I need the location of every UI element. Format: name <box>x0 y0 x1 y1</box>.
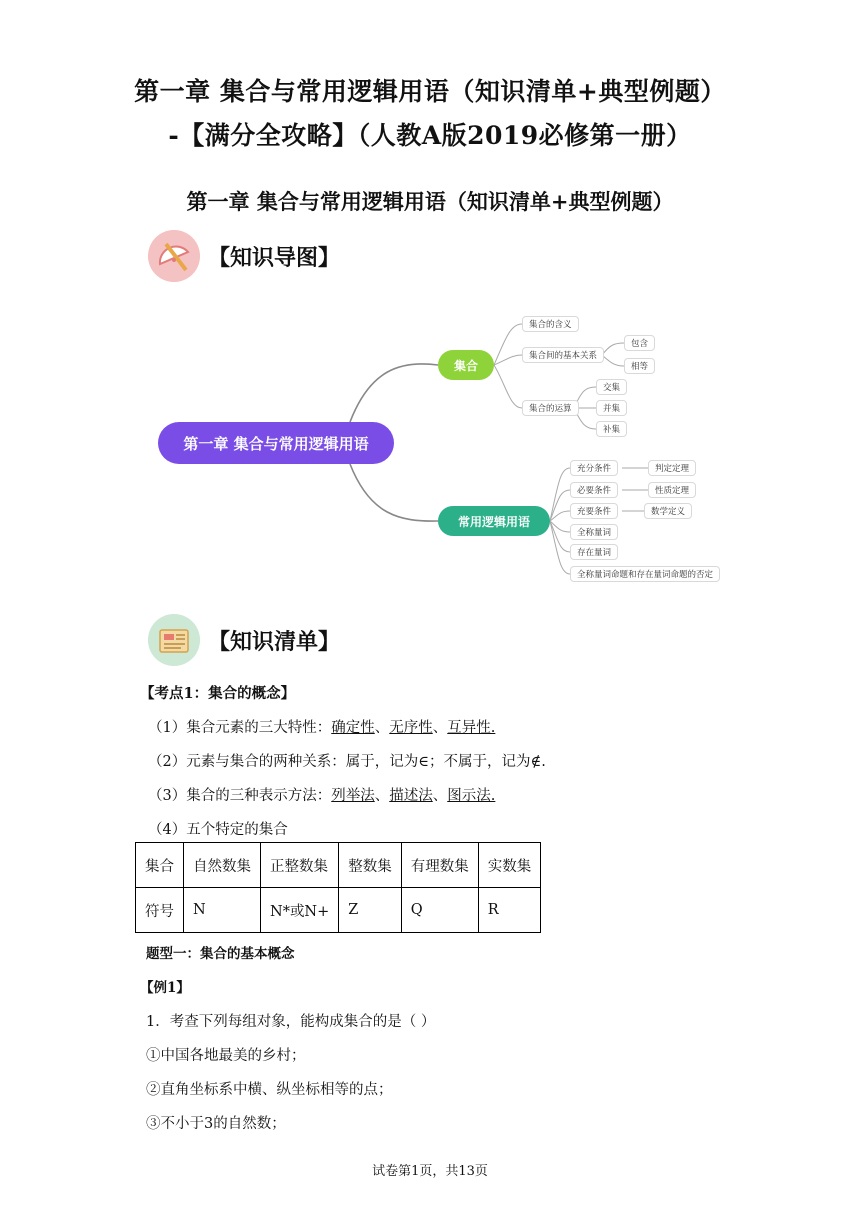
mindmap-leaf-intersection: 交集 <box>596 379 627 395</box>
mindmap-leaf-equal: 相等 <box>624 358 655 374</box>
mindmap-root: 第一章 集合与常用逻辑用语 <box>158 422 394 464</box>
document-title-line2: -【满分全攻略】（人教A版2019必修第一册） <box>168 121 692 150</box>
notebook-icon <box>148 614 200 666</box>
paragraph-3: （3）集合的三种表示方法：列举法、描述法、图示法. <box>148 788 496 804</box>
table-cell: R <box>478 888 541 933</box>
table-header-row <box>136 843 541 888</box>
mindmap-section-header <box>148 230 340 282</box>
option-2: ②直角坐标系中横、纵坐标相等的点； <box>146 1082 393 1098</box>
option-3: ③不小于3的自然数； <box>146 1116 286 1132</box>
document-title-line1: 第一章 集合与常用逻辑用语（知识清单+典型例题） <box>134 77 726 106</box>
table-row <box>136 888 541 933</box>
mindmap-leaf-property-theorem: 性质定理 <box>648 482 696 498</box>
p1-prefix: （1）集合元素的三大特性： <box>148 720 332 736</box>
mindmap-leaf-contain: 包含 <box>624 335 655 351</box>
table-cell: N*或N+ <box>261 888 339 933</box>
table-cell: 自然数集 <box>184 843 261 888</box>
mindmap-leaf-necessary: 必要条件 <box>570 482 618 498</box>
question-type-1: 题型一：集合的基本概念 <box>146 946 295 962</box>
table-cell: Q <box>401 888 478 933</box>
p3-item-2: 描述法 <box>389 788 433 804</box>
table-cell: 整数集 <box>339 843 402 888</box>
protractor-icon <box>148 230 200 282</box>
p1-item-2: 无序性 <box>389 720 433 736</box>
mindmap-leaf-set-meaning: 集合的含义 <box>522 316 579 332</box>
knowledge-list-section-header <box>148 614 340 666</box>
mind-map <box>150 300 740 600</box>
p3-prefix: （3）集合的三种表示方法： <box>148 788 332 804</box>
table-cell: 实数集 <box>478 843 541 888</box>
kp1-title: 【考点1：集合的概念】 <box>140 685 296 702</box>
mindmap-leaf-complement: 补集 <box>596 421 627 437</box>
p3-item-1: 列举法 <box>331 788 375 804</box>
mindmap-leaf-sufficient: 充分条件 <box>570 460 618 476</box>
mindmap-leaf-universal-quantifier: 全称量词 <box>570 524 618 540</box>
mindmap-leaf-sufficient-necessary: 充要条件 <box>570 503 618 519</box>
p1-item-1: 确定性 <box>331 720 375 736</box>
mindmap-leaf-math-definition: 数学定义 <box>644 503 692 519</box>
mindmap-leaf-set-relations: 集合间的基本关系 <box>522 347 604 363</box>
mindmap-branch-sets: 集合 <box>438 350 494 380</box>
mindmap-leaf-set-operations: 集合的运算 <box>522 400 579 416</box>
mindmap-branch-logic: 常用逻辑用语 <box>438 506 550 536</box>
p1-item-3: 互异性. <box>447 720 496 736</box>
question-1: 1．考查下列每组对象，能构成集合的是（ ） <box>146 1014 436 1030</box>
table-cell: N <box>184 888 261 933</box>
paragraph-1: （1）集合元素的三大特性：确定性、无序性、互异性. <box>148 720 496 736</box>
p3-item-3: 图示法. <box>447 788 496 804</box>
paragraph-4: （4）五个特定的集合 <box>148 822 288 838</box>
special-sets-table <box>135 842 541 933</box>
mindmap-leaf-union: 并集 <box>596 400 627 416</box>
table-cell: 有理数集 <box>401 843 478 888</box>
page-footer: 试卷第1页，共13页 <box>372 1164 488 1179</box>
paragraph-2: （2）元素与集合的两种关系：属于，记为∈；不属于，记为∉. <box>148 754 546 770</box>
table-cell: Z <box>339 888 402 933</box>
mindmap-heading: 【知识导图】 <box>208 245 341 271</box>
table-cell: 正整数集 <box>261 843 339 888</box>
example-1-label: 【例1】 <box>140 980 190 996</box>
chapter-subtitle: 第一章 集合与常用逻辑用语（知识清单+典型例题） <box>186 189 674 214</box>
knowledge-list-heading: 【知识清单】 <box>208 629 341 655</box>
table-cell: 符号 <box>136 888 184 933</box>
option-1: ①中国各地最美的乡村； <box>146 1048 306 1064</box>
mindmap-leaf-judgment-theorem: 判定定理 <box>648 460 696 476</box>
table-cell: 集合 <box>136 843 184 888</box>
mindmap-leaf-negation: 全称量词命题和存在量词命题的否定 <box>570 566 720 582</box>
mindmap-leaf-existential-quantifier: 存在量词 <box>570 544 618 560</box>
